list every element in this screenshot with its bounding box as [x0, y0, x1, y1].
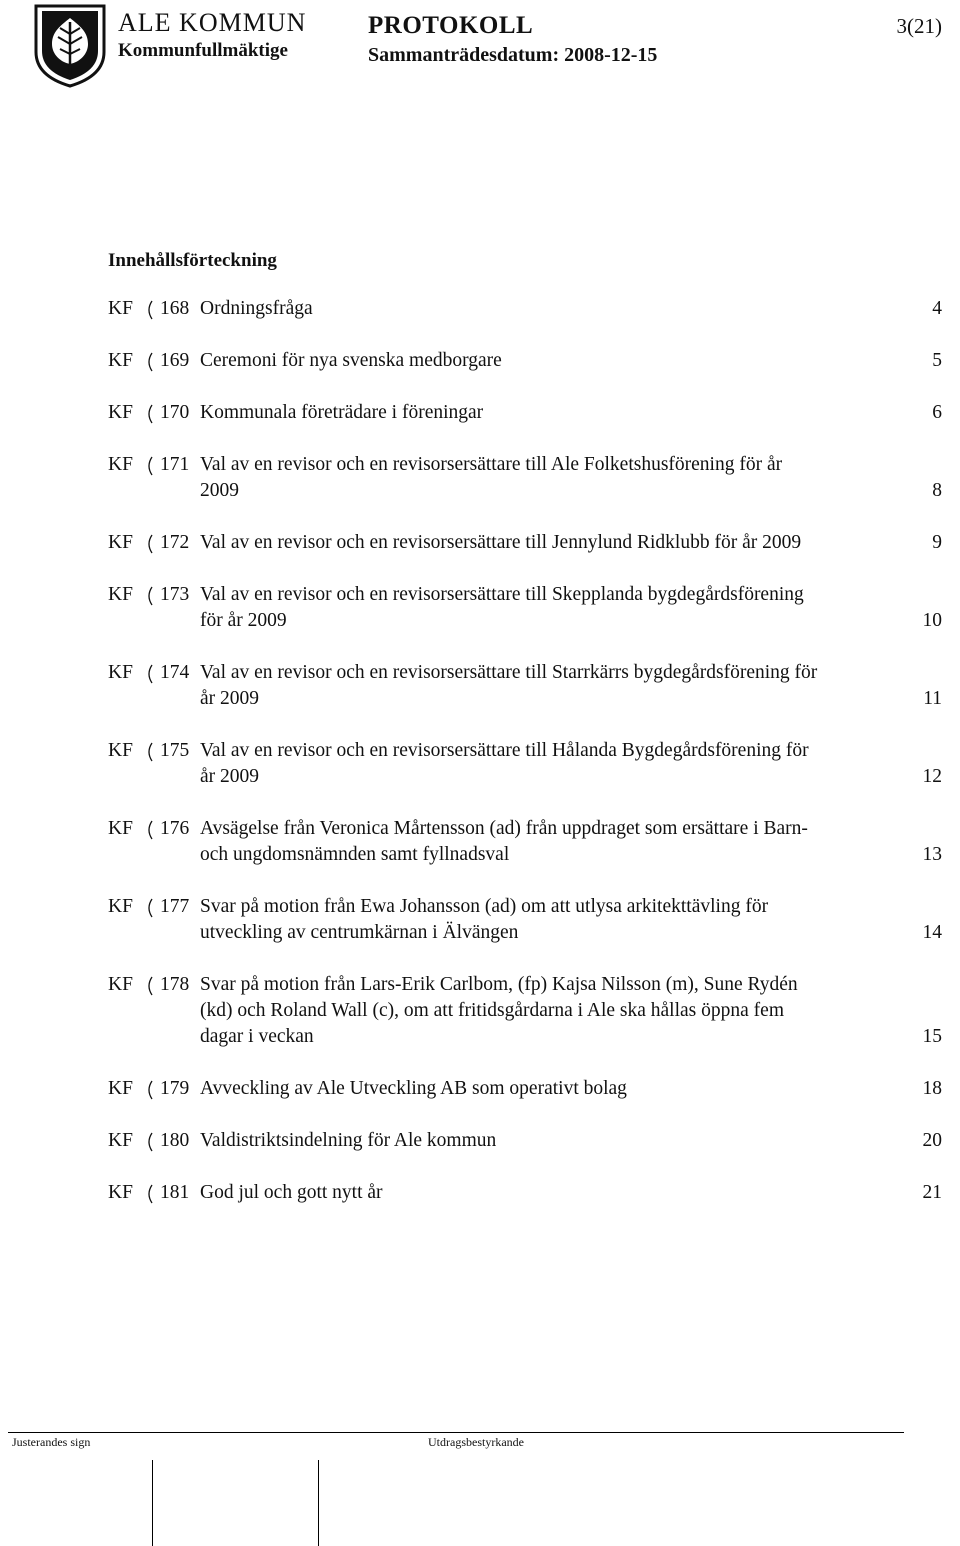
section-sign-icon: [140, 660, 160, 686]
toc-entry-title: [200, 400, 902, 426]
toc-entry: [108, 816, 942, 868]
toc-entry-title-line: år 2009: [200, 766, 260, 787]
toc-entry-number: 177: [160, 896, 190, 917]
toc-entry-title: [200, 348, 902, 374]
toc-entry-page: 13: [922, 844, 942, 865]
section-sign-icon: [140, 1128, 160, 1154]
toc-entry-title-line: 2009: [200, 480, 239, 501]
toc-entry-page: 21: [922, 1182, 942, 1203]
toc-entry-page: 5: [932, 350, 942, 371]
toc-entry: [108, 1180, 942, 1206]
toc-entry-title-line: dagar i veckan: [200, 1026, 314, 1047]
toc-entry-title-line: Svar på motion från Lars-Erik Carlbom, (fp) Kajsa Nilsson (m), Sune Rydén: [200, 974, 798, 995]
toc-entry-page: 6: [932, 402, 942, 423]
toc-entry-number: 170: [160, 402, 190, 423]
footer-divider: [8, 1432, 904, 1433]
toc-entry: [108, 894, 942, 946]
toc-entry-number: 179: [160, 1078, 190, 1099]
leaf-shield-icon: [30, 2, 110, 88]
toc-entry-prefix: KF: [108, 584, 133, 605]
toc-entry-title-line: Svar på motion från Ewa Johansson (ad) om att utlysa arkitekttävling för: [200, 896, 769, 917]
signature-label: Justerandes sign: [12, 1435, 91, 1449]
page-header: [0, 0, 960, 100]
toc-entry-page: 18: [922, 1078, 942, 1099]
toc-entry-number: 181: [160, 1182, 190, 1203]
signature-box-divider: [152, 1460, 153, 1546]
toc-entry-title: [200, 530, 902, 556]
toc-entry: [108, 660, 942, 712]
toc-entry-prefix: KF: [108, 402, 133, 423]
toc-entry-title-line: Avveckling av Ale Utveckling AB som operativt bolag: [200, 1078, 627, 1099]
toc-entry-title: [200, 1128, 902, 1154]
toc-entry-page: 12: [922, 766, 942, 787]
toc-entry-title-line: Valdistriktsindelning för Ale kommun: [200, 1130, 497, 1151]
toc-entry-title-line: utveckling av centrumkärnan i Älvängen: [200, 922, 519, 943]
toc-entry: [108, 972, 942, 1050]
toc-entry-title: [200, 972, 902, 1050]
toc-entry-title: [200, 660, 902, 712]
toc-entry-prefix: KF: [108, 1078, 133, 1099]
section-sign-icon: [140, 1076, 160, 1102]
toc-entry-page: 11: [923, 688, 942, 709]
toc-entry-prefix: KF: [108, 740, 133, 761]
toc-entry-title-line: Val av en revisor och en revisorsersättare till Skepplanda bygdegårdsförening: [200, 584, 804, 605]
section-sign-icon: [140, 400, 160, 426]
toc-entry-title: [200, 738, 902, 790]
toc-entry-title-line: God jul och gott nytt år: [200, 1182, 383, 1203]
toc-entry-number: 171: [160, 454, 190, 475]
signature-box-divider: [318, 1460, 319, 1546]
toc-entry-title-line: år 2009: [200, 688, 260, 709]
toc-entry-prefix: KF: [108, 818, 133, 839]
section-sign-icon: [140, 582, 160, 608]
toc-entry-number: 176: [160, 818, 190, 839]
toc-entry-page: 4: [932, 298, 942, 319]
page-number: 3(21): [896, 14, 942, 38]
toc-entry-page: 10: [922, 610, 942, 631]
toc-entry-number: 173: [160, 584, 190, 605]
toc-entry-title: [200, 894, 902, 946]
section-sign-icon: [140, 296, 160, 322]
toc-entry-prefix: KF: [108, 454, 133, 475]
toc-entry-number: 174: [160, 662, 190, 683]
toc-entry: [108, 296, 942, 322]
section-sign-icon: [140, 452, 160, 478]
table-of-contents: [108, 296, 942, 1206]
section-sign-icon: [140, 738, 160, 764]
toc-entry-prefix: KF: [108, 662, 133, 683]
toc-entry-title: [200, 1076, 902, 1102]
org-name: ALE KOMMUN: [118, 8, 307, 37]
toc-entry-title-line: Val av en revisor och en revisorsersättare till Ale Folketshusförening för år: [200, 454, 783, 475]
section-sign-icon: [140, 816, 160, 842]
org-subtitle: Kommunfullmäktige: [118, 40, 288, 61]
meeting-date: Sammanträdesdatum: 2008-12-15: [368, 44, 658, 66]
toc-entry-title-line: Ceremoni för nya svenska medborgare: [200, 350, 502, 371]
toc-entry: [108, 1128, 942, 1154]
toc-entry: [108, 400, 942, 426]
toc-entry-title: [200, 452, 902, 504]
toc-entry-prefix: KF: [108, 350, 133, 371]
section-sign-icon: [140, 1180, 160, 1206]
toc-entry-number: 168: [160, 298, 190, 319]
section-sign-icon: [140, 894, 160, 920]
toc-entry-title-line: Val av en revisor och en revisorsersättare till Jennylund Ridklubb för år 2009: [200, 532, 802, 553]
toc-entry-number: 172: [160, 532, 190, 553]
toc-entry-page: 9: [932, 532, 942, 553]
toc-entry-prefix: KF: [108, 896, 133, 917]
toc-entry-page: 14: [922, 922, 942, 943]
toc-entry-prefix: KF: [108, 532, 133, 553]
toc-entry-number: 175: [160, 740, 190, 761]
toc-entry: [108, 582, 942, 634]
toc-entry-prefix: KF: [108, 1182, 133, 1203]
toc-entry-prefix: KF: [108, 1130, 133, 1151]
toc-entry-title-line: och ungdomsnämnden samt fyllnadsval: [200, 844, 510, 865]
toc-entry-title-line: Avsägelse från Veronica Mårtensson (ad) från uppdraget som ersättare i Barn-: [200, 818, 808, 839]
section-sign-icon: [140, 530, 160, 556]
toc-entry-prefix: KF: [108, 974, 133, 995]
toc-entry-page: 20: [922, 1130, 942, 1151]
toc-entry-prefix: KF: [108, 298, 133, 319]
toc-entry-title-line: Kommunala företrädare i föreningar: [200, 402, 484, 423]
toc-entry-title: [200, 816, 902, 868]
document-title: PROTOKOLL: [368, 12, 534, 39]
toc-entry-title: [200, 582, 902, 634]
toc-entry: [108, 738, 942, 790]
toc-entry: [108, 348, 942, 374]
toc-entry-page: 8: [932, 480, 942, 501]
toc-entry-title: [200, 1180, 902, 1206]
toc-heading: Innehållsförteckning: [108, 250, 277, 271]
toc-entry: [108, 1076, 942, 1102]
toc-entry-title-line: Val av en revisor och en revisorsersättare till Starrkärrs bygdegårdsförening för: [200, 662, 818, 683]
toc-entry-title-line: Ordningsfråga: [200, 298, 313, 319]
extract-certification-label: Utdragsbestyrkande: [428, 1435, 524, 1449]
section-sign-icon: [140, 972, 160, 998]
toc-entry-title-line: (kd) och Roland Wall (c), om att fritidsgårdarna i Ale ska hållas öppna fem: [200, 1000, 784, 1021]
toc-entry-title-line: för år 2009: [200, 610, 287, 631]
toc-entry-page: 15: [922, 1026, 942, 1047]
toc-entry-number: 180: [160, 1130, 190, 1151]
toc-entry-number: 178: [160, 974, 190, 995]
toc-entry-title: [200, 296, 902, 322]
toc-entry-title-line: Val av en revisor och en revisorsersättare till Hålanda Bygdegårdsförening för: [200, 740, 809, 761]
section-sign-icon: [140, 348, 160, 374]
toc-entry: [108, 452, 942, 504]
toc-entry-number: 169: [160, 350, 190, 371]
toc-entry: [108, 530, 942, 556]
